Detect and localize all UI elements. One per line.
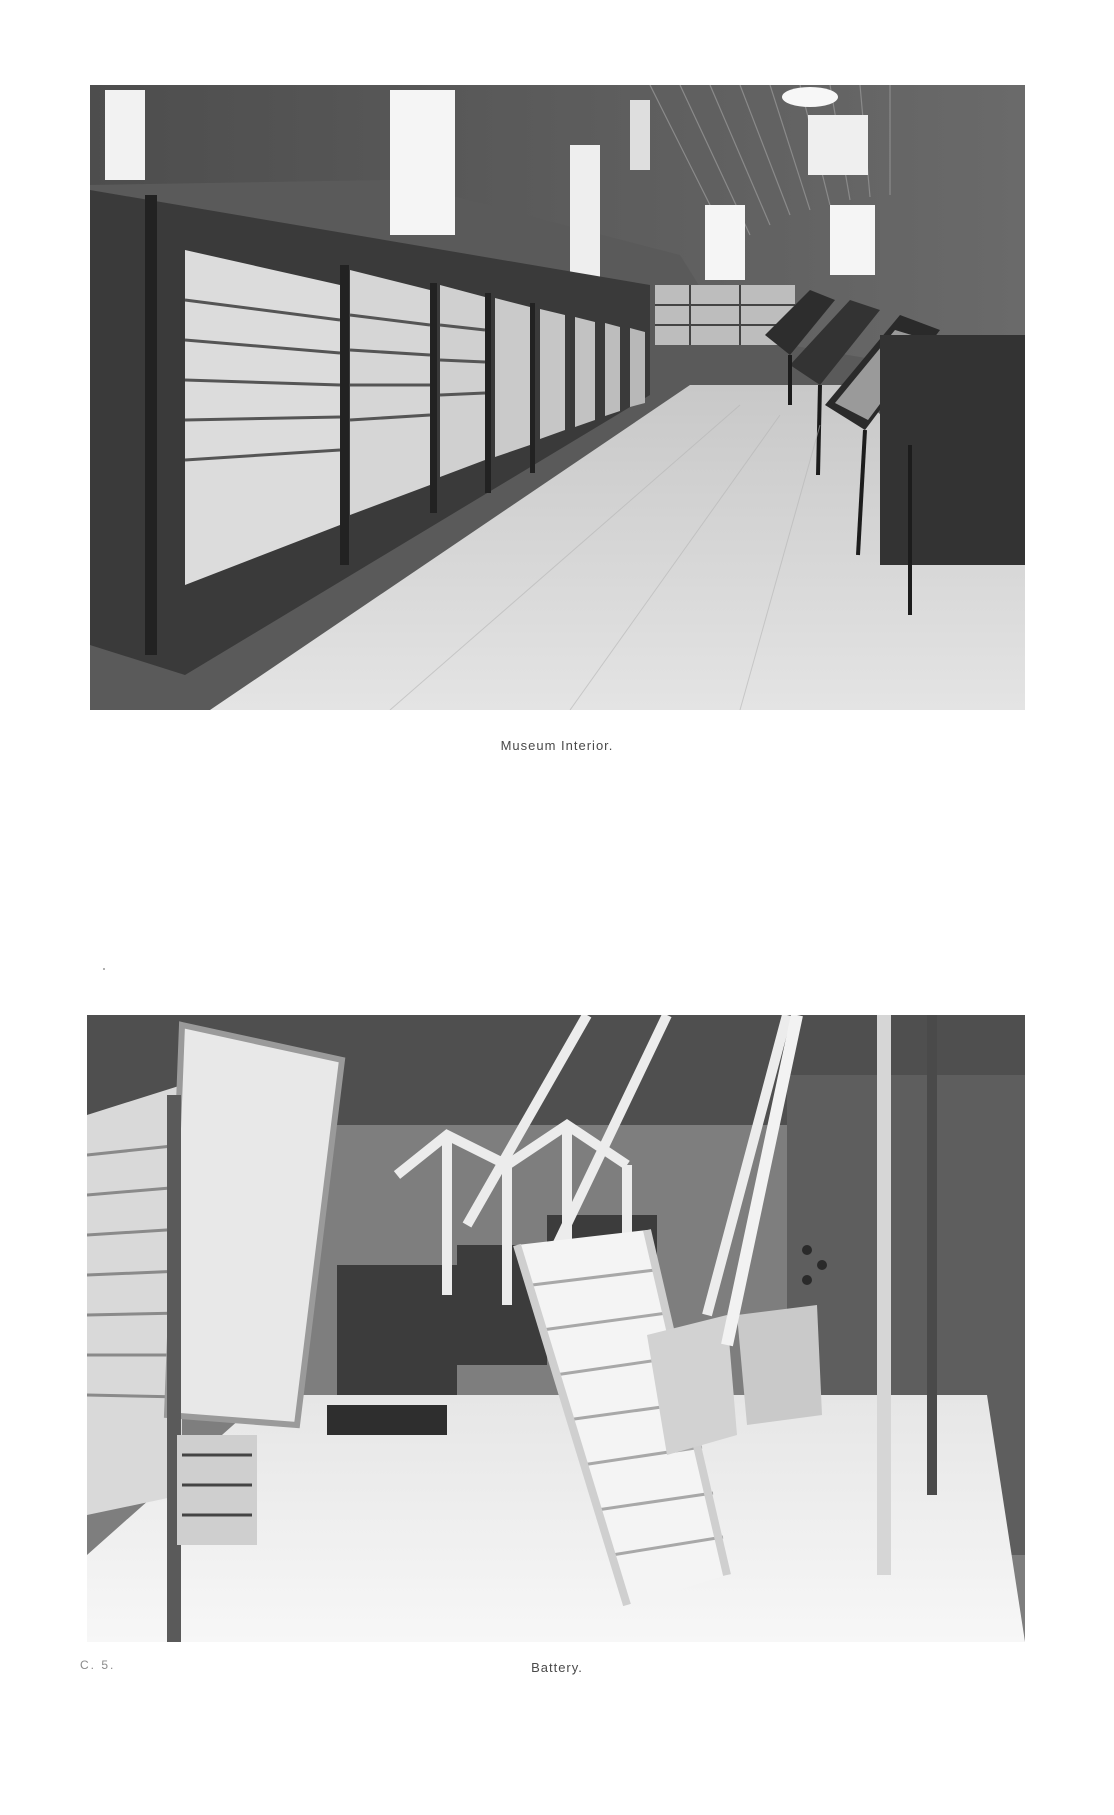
paper-speck	[103, 968, 105, 970]
museum-interior-photo	[90, 85, 1025, 710]
museum-interior-illustration	[90, 85, 1025, 710]
plate-number: C. 5.	[80, 1658, 116, 1672]
figure-caption-battery: Battery.	[531, 1660, 583, 1675]
battery-photo	[87, 1015, 1025, 1642]
battery-illustration	[87, 1015, 1025, 1642]
figure-caption-museum-interior: Museum Interior.	[500, 738, 614, 753]
